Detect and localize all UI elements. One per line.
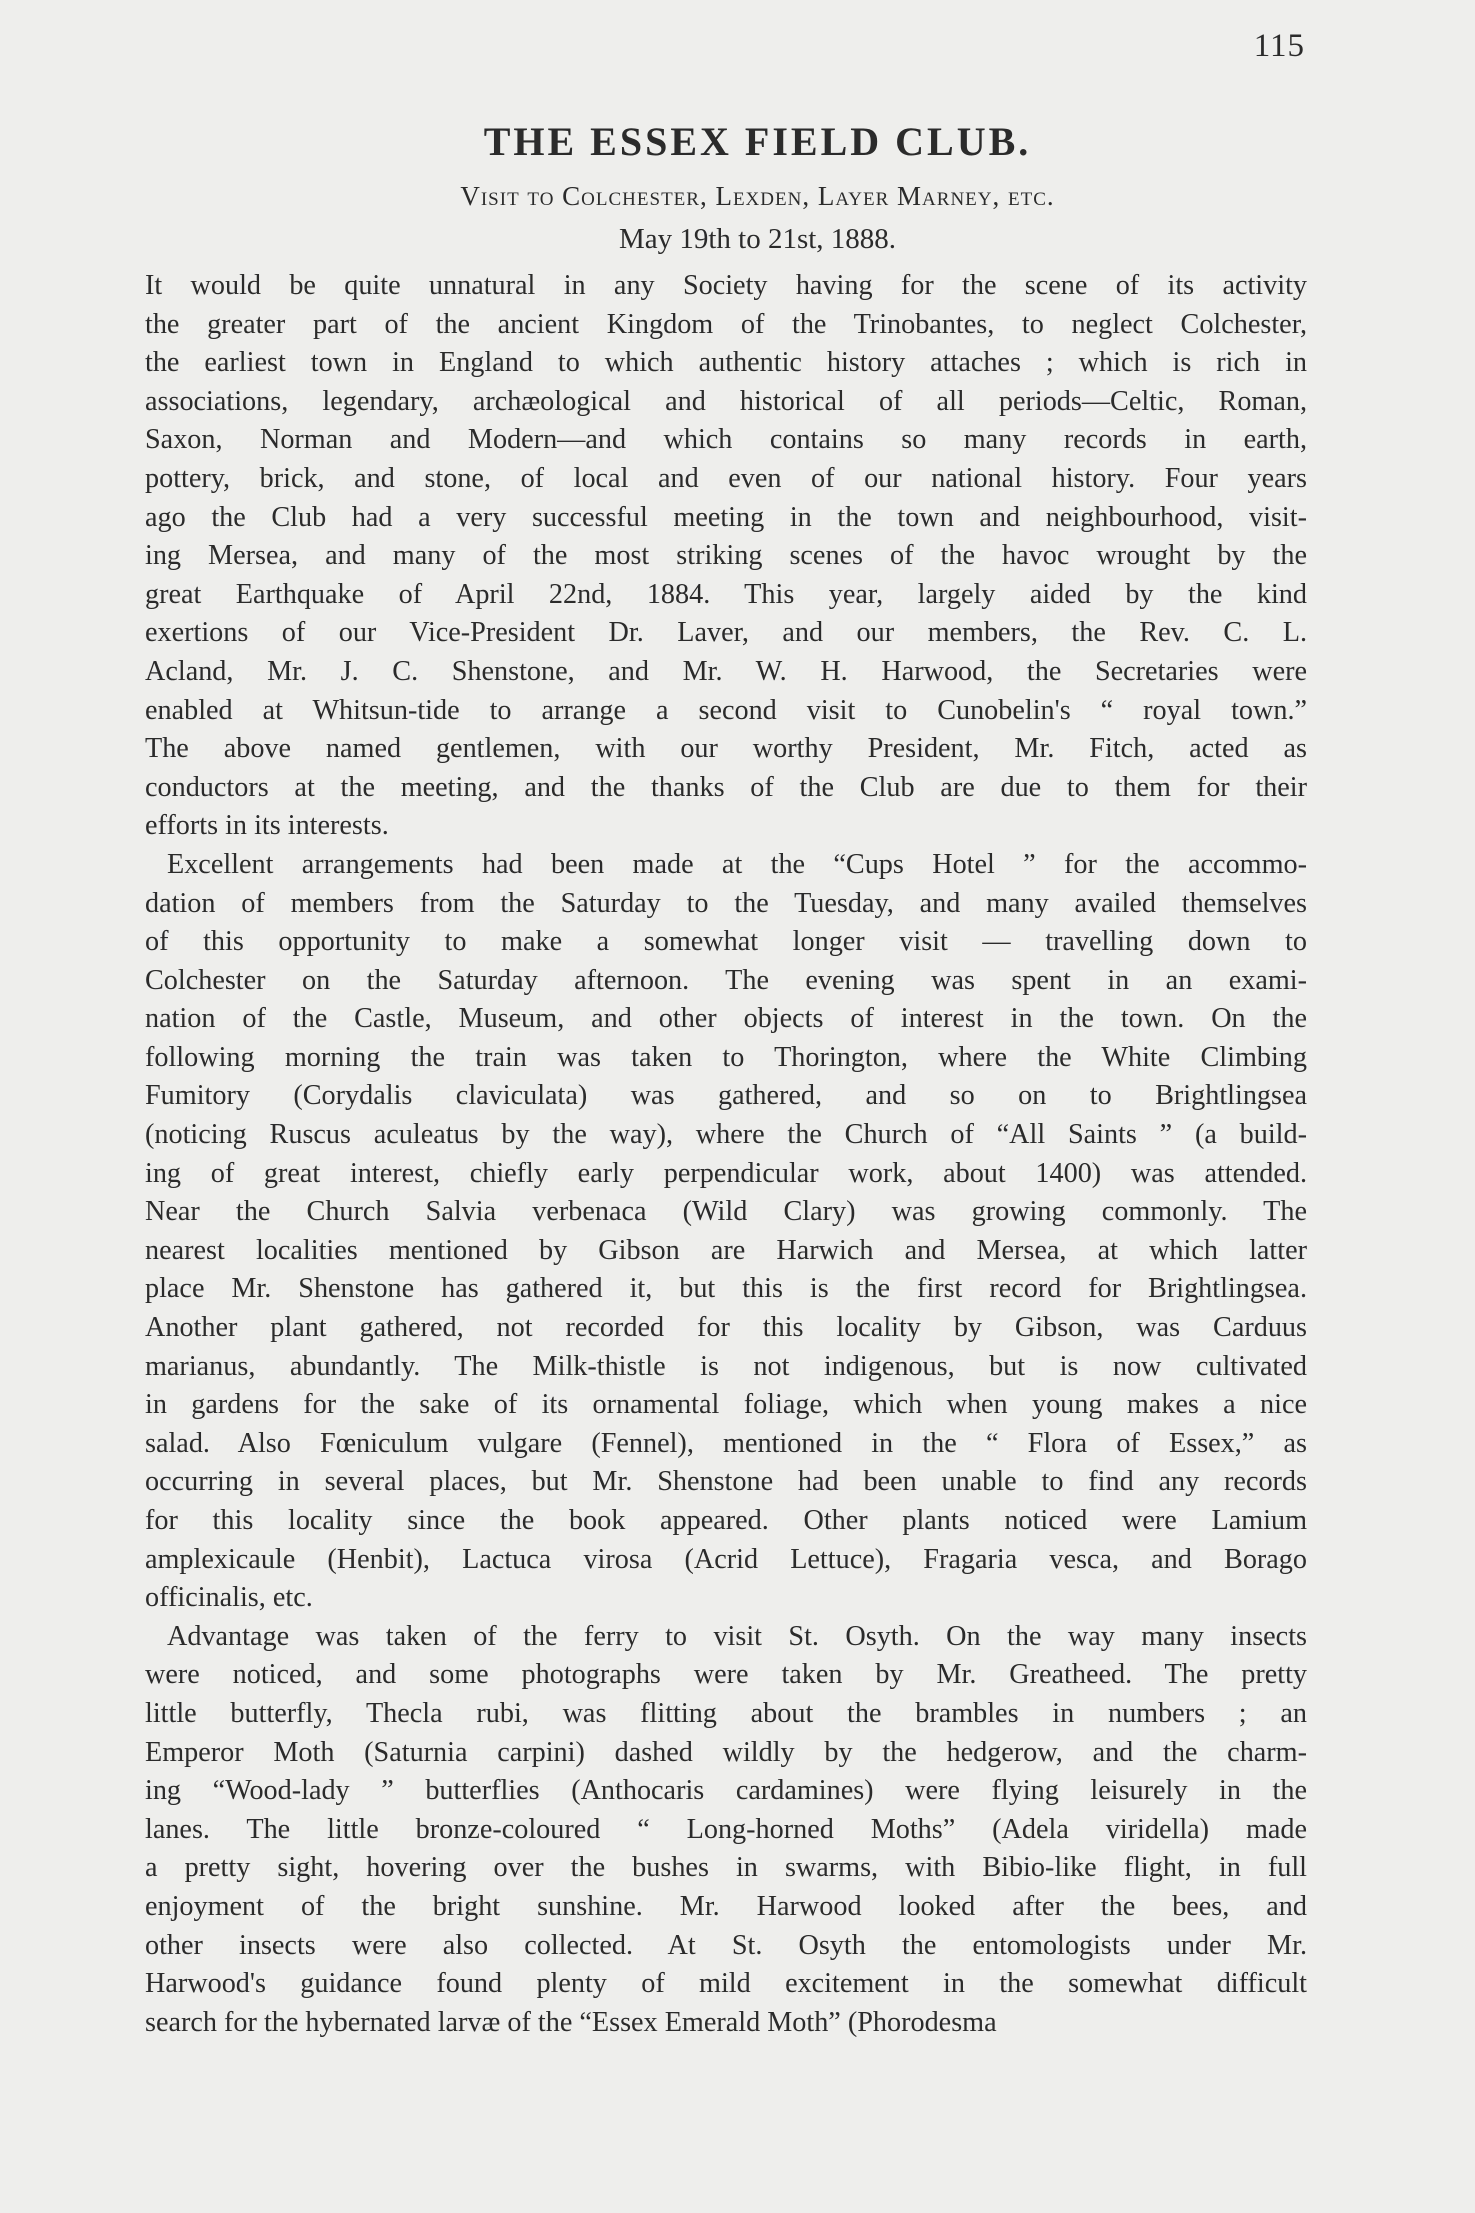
- text-line: Excellent arrangements had been made at the “Cups Hotel ” for the accommo-: [167, 848, 1307, 880]
- text-line: Fumitory (Corydalis claviculata) was gathered, and so on to Brightlingsea: [145, 1080, 1307, 1112]
- text-line: It would be quite unnatural in any Society having for the scene of its activity: [145, 270, 1307, 301]
- text-line: great Earthquake of April 22nd, 1884. This year, largely aided by the kind: [145, 578, 1307, 610]
- paragraph: [145, 267, 1307, 846]
- text-line: search for the hybernated larvæ of the “Essex Emerald Moth” (Phorodesma: [145, 2006, 997, 2038]
- page-number: 115: [1253, 28, 1305, 64]
- text-line: ing of great interest, chiefly early perpendicular work, about 1400) was attended.: [145, 1157, 1307, 1189]
- text-line: exertions of our Vice-President Dr. Laver, and our members, the Rev. C. L.: [145, 617, 1307, 649]
- article-title: THE ESSEX FIELD CLUB.: [483, 119, 1032, 164]
- text-line: occurring in several places, but Mr. Shenstone had been unable to find any records: [145, 1466, 1307, 1498]
- text-line: officinalis, etc.: [145, 1582, 313, 1614]
- text-line: the greater part of the ancient Kingdom of the Trinobantes, to neglect Colchester,: [145, 308, 1307, 340]
- text-line: pottery, brick, and stone, of local and even of our national history. Four years: [145, 462, 1307, 494]
- text-line: the earliest town in England to which authentic history attaches ; which is rich in: [145, 347, 1307, 379]
- text-line: Another plant gathered, not recorded for this locality by Gibson, was Carduus: [145, 1312, 1307, 1344]
- text-line: ing Mersea, and many of the most striking scenes of the havoc wrought by the: [145, 540, 1307, 572]
- article-body: [145, 267, 1307, 2042]
- text-line: Near the Church Salvia verbenaca (Wild Clary) was growing commonly. The: [145, 1196, 1307, 1228]
- text-line: Saxon, Norman and Modern—and which contains so many records in earth,: [145, 424, 1307, 456]
- text-line: for this locality since the book appeared. Other plants noticed were Lamium: [145, 1505, 1307, 1536]
- text-line: enabled at Whitsun-tide to arrange a second visit to Cunobelin's “ royal town.”: [145, 694, 1307, 726]
- text-line: in gardens for the sake of its ornamental foliage, which when young makes a nice: [145, 1389, 1307, 1421]
- text-line: Emperor Moth (Saturnia carpini) dashed wildly by the hedgerow, and the charm-: [145, 1736, 1307, 1768]
- text-line: Harwood's guidance found plenty of mild excitement in the somewhat difficult: [145, 1968, 1307, 2000]
- text-line: associations, legendary, archæological and historical of all periods—Celtic, Roman,: [145, 385, 1307, 417]
- text-line: amplexicaule (Henbit), Lactuca virosa (Acrid Lettuce), Fragaria vesca, and Borago: [145, 1543, 1307, 1575]
- text-line: efforts in its interests.: [145, 810, 389, 842]
- article-subtitle: Visit to Colchester, Lexden, Layer Marney, etc.: [460, 181, 1055, 211]
- text-line: Acland, Mr. J. C. Shenstone, and Mr. W. H. Harwood, the Secretaries were: [145, 655, 1307, 687]
- text-line: ing “Wood-lady ” butterflies (Anthocaris cardamines) were flying leisurely in the: [145, 1775, 1307, 1807]
- text-line: nearest localities mentioned by Gibson are Harwich and Mersea, at which latter: [145, 1234, 1307, 1266]
- text-line: The above named gentlemen, with our worthy President, Mr. Fitch, acted as: [145, 733, 1307, 765]
- text-line: enjoyment of the bright sunshine. Mr. Harwood looked after the bees, and: [145, 1890, 1307, 1922]
- paragraph: [145, 1618, 1307, 2043]
- text-line: lanes. The little bronze-coloured “ Long-horned Moths” (Adela viridella) made: [145, 1813, 1307, 1845]
- text-line: nation of the Castle, Museum, and other objects of interest in the town. On the: [145, 1003, 1307, 1035]
- text-line: (noticing Ruscus aculeatus by the way), where the Church of “All Saints ” (a build-: [145, 1119, 1307, 1151]
- text-line: following morning the train was taken to Thorington, where the White Climbing: [145, 1041, 1307, 1073]
- paragraph: [145, 846, 1307, 1618]
- text-line: were noticed, and some photographs were taken by Mr. Greatheed. The pretty: [145, 1659, 1307, 1691]
- text-line: Colchester on the Saturday afternoon. The evening was spent in an exami-: [145, 964, 1307, 996]
- text-line: Advantage was taken of the ferry to visit St. Osyth. On the way many insects: [167, 1620, 1307, 1652]
- text-line: marianus, abundantly. The Milk-thistle is not indigenous, but is now cultivated: [145, 1350, 1307, 1382]
- text-line: of this opportunity to make a somewhat longer visit — travelling down to: [145, 926, 1307, 958]
- text-line: ago the Club had a very successful meeting in the town and neighbourhood, visit-: [145, 501, 1307, 533]
- text-line: salad. Also Fœniculum vulgare (Fennel), mentioned in the “ Flora of Essex,” as: [145, 1427, 1307, 1459]
- text-line: place Mr. Shenstone has gathered it, but this is the first record for Brightlingsea.: [145, 1273, 1307, 1305]
- text-line: other insects were also collected. At St. Osyth the entomologists under Mr.: [145, 1929, 1307, 1961]
- text-line: dation of members from the Saturday to the Tuesday, and many availed themselves: [145, 887, 1307, 919]
- text-line: conductors at the meeting, and the thanks of the Club are due to them for their: [145, 771, 1307, 803]
- text-line: a pretty sight, hovering over the bushes in swarms, with Bibio-like flight, in full: [145, 1852, 1307, 1884]
- article-date: May 19th to 21st, 1888.: [618, 223, 897, 255]
- text-line: little butterfly, Thecla rubi, was flitting about the brambles in numbers ; an: [145, 1697, 1307, 1729]
